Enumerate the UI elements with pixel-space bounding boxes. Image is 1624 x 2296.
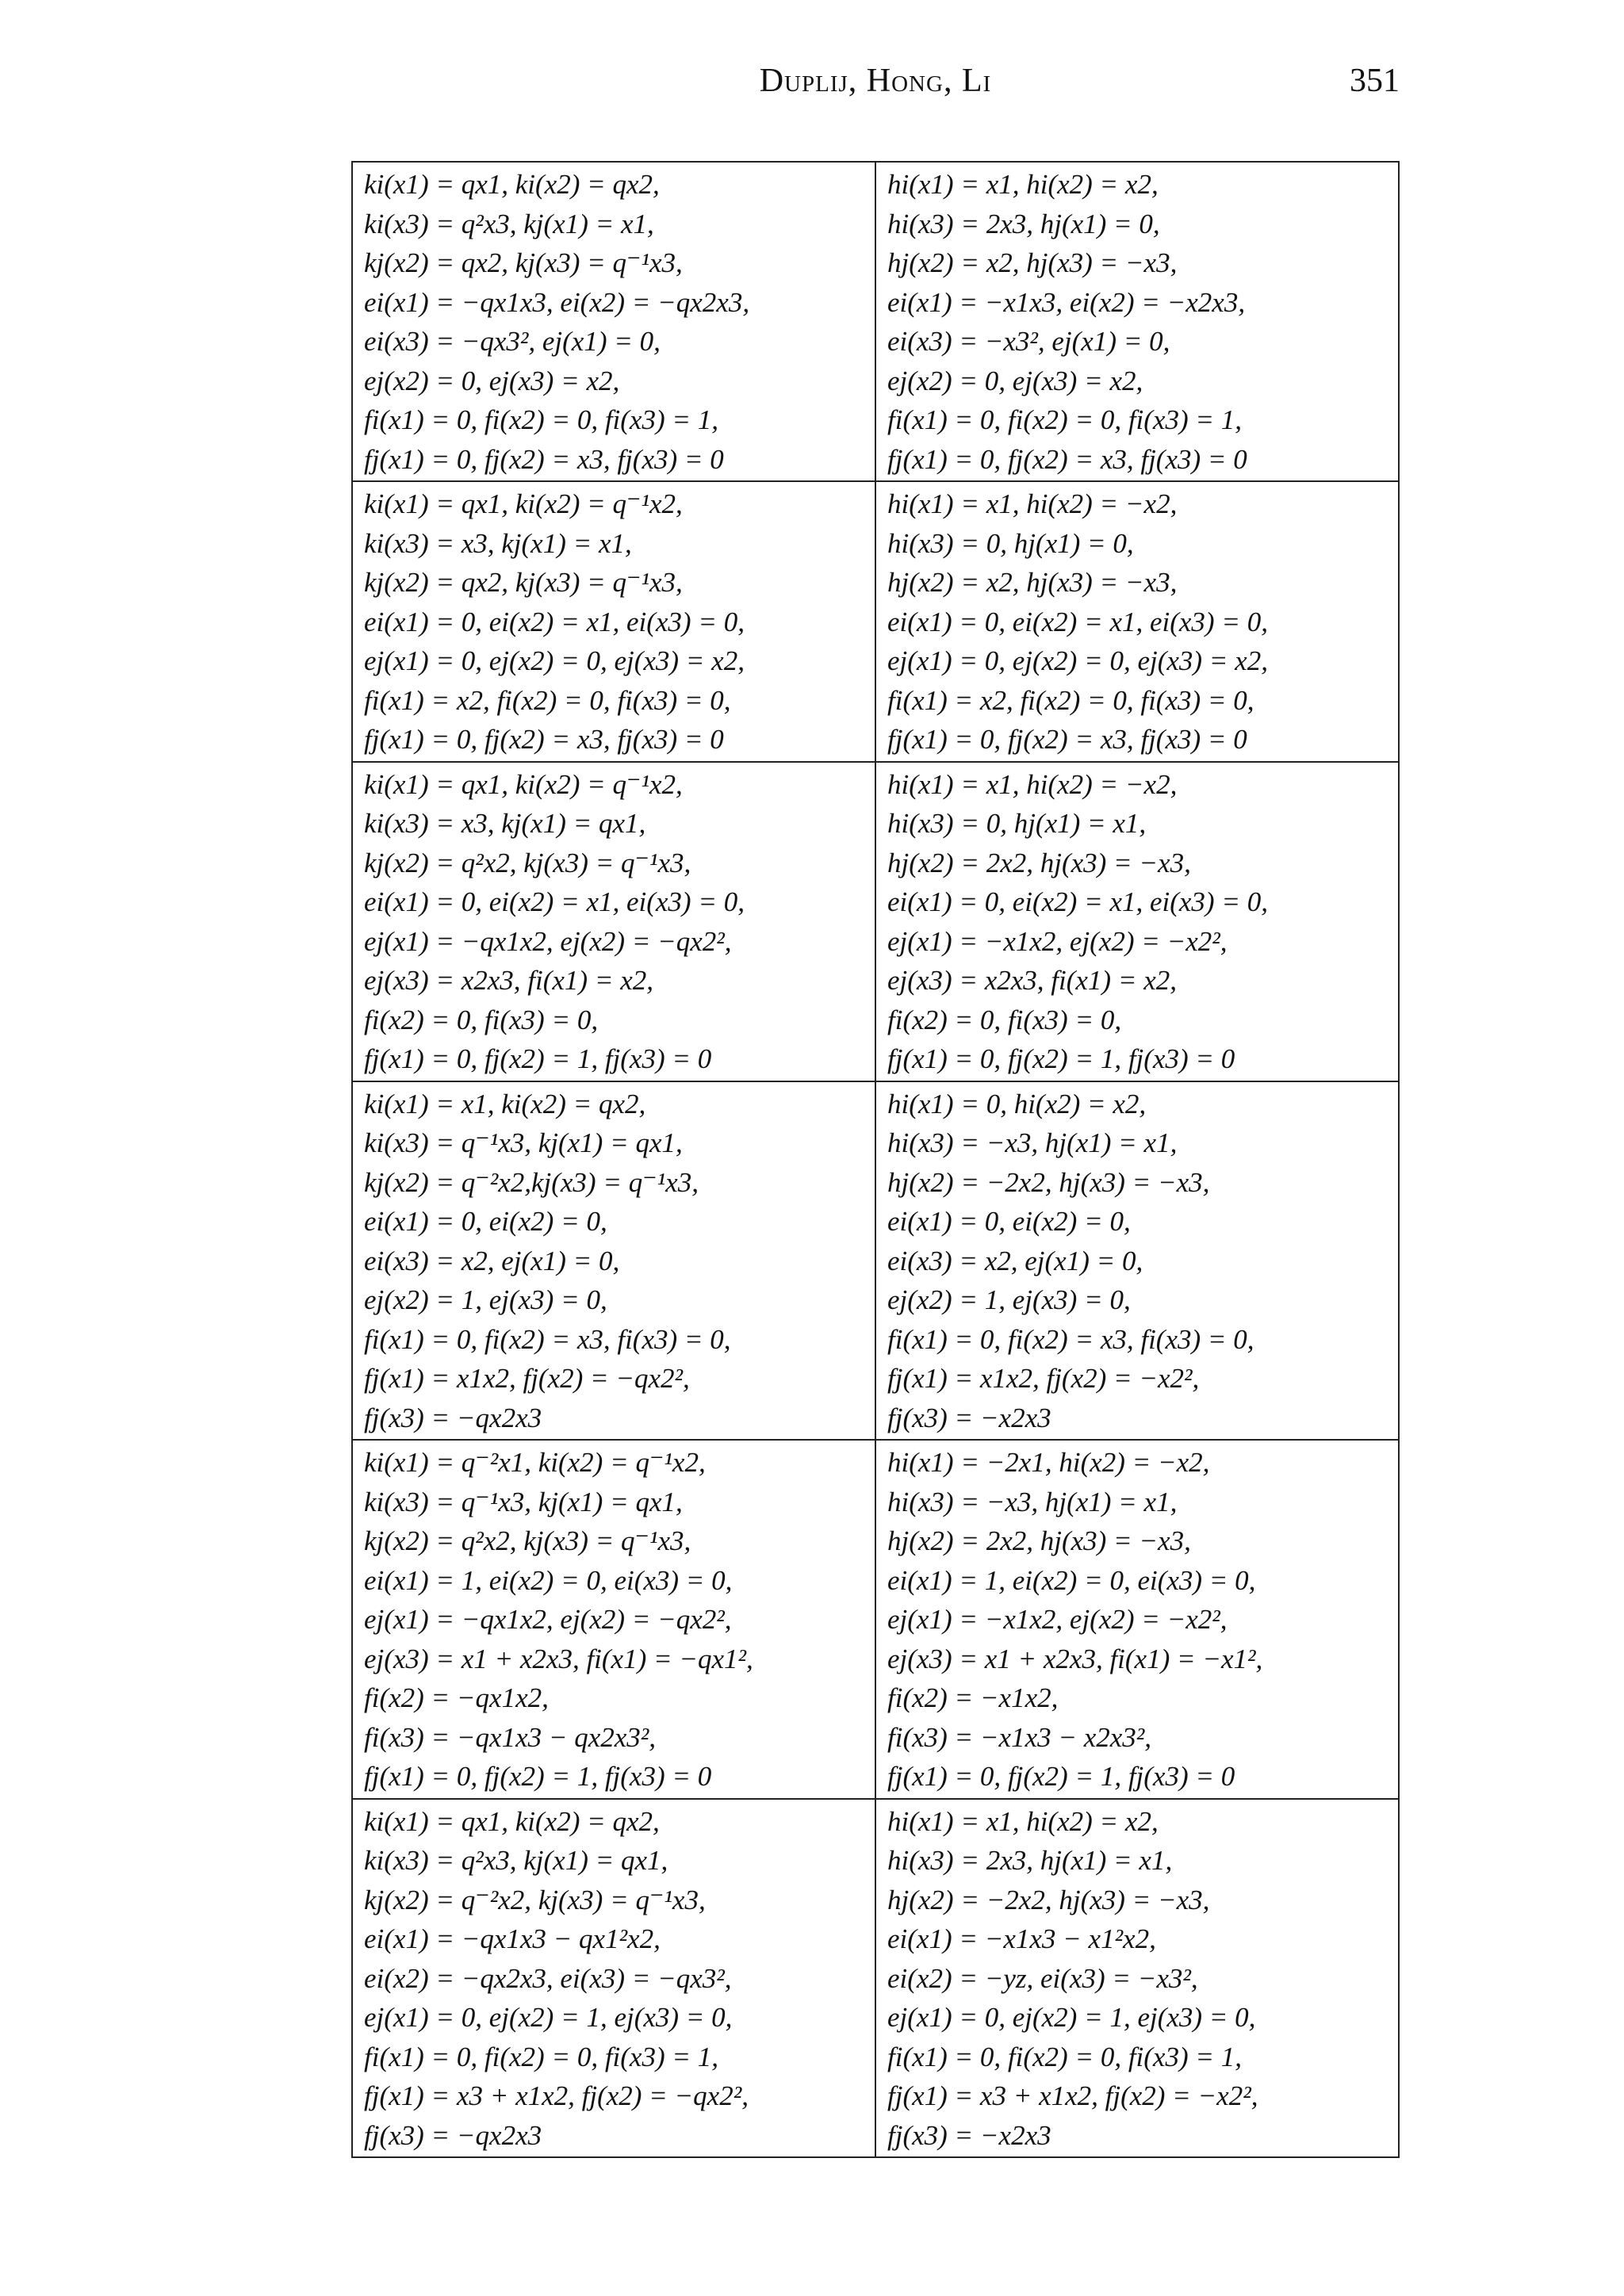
k-formula-cell — [352, 481, 875, 762]
formula-line: hi(x3) = 0, hj(x1) = x1, — [887, 808, 1147, 839]
formula-line: fi(x2) = 0, fi(x3) = 0, — [887, 1004, 1122, 1035]
formula-line: kj(x2) = qx2, kj(x3) = q⁻¹x3, — [364, 567, 683, 598]
formula-line: ki(x1) = qx1, ki(x2) = q⁻¹x2, — [364, 768, 683, 800]
formula-line: ej(x2) = 1, ej(x3) = 0, — [364, 1284, 607, 1315]
formula-line: fj(x1) = x3 + x1x2, fj(x2) = −qx2², — [364, 2080, 749, 2111]
page-number: 351 — [1350, 63, 1400, 99]
k-formula-cell — [352, 1440, 875, 1799]
formula-line: ei(x1) = −x1x3 − x1²x2, — [887, 1923, 1156, 1954]
h-formula-cell — [875, 1440, 1399, 1799]
formula-line: fj(x1) = x1x2, fj(x2) = −qx2², — [364, 1363, 690, 1394]
page-header — [351, 62, 1400, 109]
formula-line: fj(x1) = 0, fj(x2) = 1, fj(x3) = 0 — [887, 1043, 1235, 1074]
formula-line: hi(x1) = x1, hi(x2) = x2, — [887, 1805, 1159, 1837]
formula-line: hj(x2) = −2x2, hj(x3) = −x3, — [887, 1884, 1210, 1915]
formula-line: fj(x3) = −x2x3 — [887, 2119, 1051, 2151]
formula-line: ei(x1) = 0, ei(x2) = x1, ei(x3) = 0, — [887, 606, 1268, 637]
formula-line: hi(x3) = 2x3, hj(x1) = 0, — [887, 208, 1160, 239]
formula-line: ei(x1) = −qx1x3, ei(x2) = −qx2x3, — [364, 286, 750, 318]
formula-line: ei(x1) = −x1x3, ei(x2) = −x2x3, — [887, 286, 1246, 318]
formula-line: fi(x2) = −x1x2, — [887, 1682, 1059, 1713]
table-row — [352, 1440, 1399, 1799]
formula-line: hi(x3) = 0, hj(x1) = 0, — [887, 527, 1134, 559]
table-row — [352, 762, 1399, 1081]
formula-line: ei(x1) = 1, ei(x2) = 0, ei(x3) = 0, — [364, 1564, 733, 1596]
formula-line: ei(x1) = 1, ei(x2) = 0, ei(x3) = 0, — [887, 1564, 1256, 1596]
h-formula-cell — [875, 1081, 1399, 1441]
formula-line: fj(x1) = 0, fj(x2) = x3, fj(x3) = 0 — [887, 724, 1247, 755]
formula-line: ki(x1) = x1, ki(x2) = qx2, — [364, 1088, 646, 1119]
formula-line: ej(x1) = −qx1x2, ej(x2) = −qx2², — [364, 1604, 732, 1635]
formula-line: ei(x1) = 0, ei(x2) = x1, ei(x3) = 0, — [887, 886, 1268, 917]
formula-line: fi(x1) = 0, fi(x2) = 0, fi(x3) = 1, — [887, 2041, 1242, 2072]
formula-line: hj(x2) = −2x2, hj(x3) = −x3, — [887, 1166, 1210, 1198]
formula-line: ki(x3) = x3, kj(x1) = qx1, — [364, 808, 646, 839]
formula-line: fj(x1) = 0, fj(x2) = x3, fj(x3) = 0 — [887, 443, 1247, 475]
formula-line: hj(x2) = 2x2, hj(x3) = −x3, — [887, 847, 1191, 878]
formula-line: ei(x2) = −qx2x3, ei(x3) = −qx3², — [364, 1962, 732, 1994]
formula-line: hi(x1) = −2x1, hi(x2) = −x2, — [887, 1447, 1210, 1478]
formula-line: ej(x1) = −qx1x2, ej(x2) = −qx2², — [364, 925, 732, 957]
formula-line: fi(x2) = 0, fi(x3) = 0, — [364, 1004, 599, 1035]
formula-line: fi(x1) = 0, fi(x2) = x3, fi(x3) = 0, — [364, 1323, 731, 1355]
formula-line: kj(x2) = q²x2, kj(x3) = q⁻¹x3, — [364, 847, 691, 878]
formula-line: ki(x1) = q⁻²x1, ki(x2) = q⁻¹x2, — [364, 1447, 706, 1478]
formula-line: ej(x1) = 0, ej(x2) = 0, ej(x3) = x2, — [364, 645, 745, 676]
formula-table — [351, 161, 1400, 2158]
k-formula-cell — [352, 1799, 875, 2158]
formula-line: hj(x2) = x2, hj(x3) = −x3, — [887, 567, 1178, 598]
formula-line: fj(x3) = −x2x3 — [887, 1402, 1051, 1433]
running-title: Duplij, Hong, Li — [759, 63, 992, 99]
h-formula-cell — [875, 481, 1399, 762]
formula-line: fi(x1) = 0, fi(x2) = 0, fi(x3) = 1, — [364, 404, 718, 435]
formula-line: ki(x3) = q⁻¹x3, kj(x1) = qx1, — [364, 1127, 683, 1158]
formula-line: ej(x2) = 0, ej(x3) = x2, — [887, 365, 1143, 396]
formula-line: ej(x1) = 0, ej(x2) = 1, ej(x3) = 0, — [364, 2002, 733, 2033]
formula-line: ej(x3) = x2x3, fi(x1) = x2, — [887, 965, 1177, 996]
table-row — [352, 1081, 1399, 1441]
h-formula-cell — [875, 162, 1399, 481]
k-formula-cell — [352, 762, 875, 1081]
formula-line: ej(x1) = 0, ej(x2) = 0, ej(x3) = x2, — [887, 645, 1268, 676]
formula-line: ej(x2) = 1, ej(x3) = 0, — [887, 1284, 1131, 1315]
formula-line: fi(x1) = x2, fi(x2) = 0, fi(x3) = 0, — [887, 684, 1254, 716]
formula-line: fi(x1) = 0, fi(x2) = 0, fi(x3) = 1, — [364, 2041, 718, 2072]
formula-line: fj(x3) = −qx2x3 — [364, 1402, 542, 1433]
formula-line: ei(x3) = x2, ej(x1) = 0, — [887, 1245, 1143, 1276]
formula-table-body — [352, 162, 1399, 2157]
formula-line: fj(x1) = 0, fj(x2) = 1, fj(x3) = 0 — [887, 1761, 1235, 1792]
formula-line: kj(x2) = qx2, kj(x3) = q⁻¹x3, — [364, 247, 683, 278]
formula-line: kj(x2) = q²x2, kj(x3) = q⁻¹x3, — [364, 1525, 691, 1556]
formula-line: ei(x1) = 0, ei(x2) = x1, ei(x3) = 0, — [364, 886, 745, 917]
formula-line: ej(x3) = x2x3, fi(x1) = x2, — [364, 965, 653, 996]
formula-line: hi(x1) = x1, hi(x2) = −x2, — [887, 768, 1178, 800]
formula-line: ki(x3) = q²x3, kj(x1) = x1, — [364, 208, 654, 239]
formula-line: hj(x2) = 2x2, hj(x3) = −x3, — [887, 1525, 1191, 1556]
formula-line: ei(x1) = −qx1x3 − qx1²x2, — [364, 1923, 661, 1954]
formula-line: fj(x1) = x3 + x1x2, fj(x2) = −x2², — [887, 2080, 1258, 2111]
k-formula-cell — [352, 162, 875, 481]
formula-line: fi(x1) = 0, fi(x2) = x3, fi(x3) = 0, — [887, 1323, 1254, 1355]
formula-line: ej(x2) = 0, ej(x3) = x2, — [364, 365, 620, 396]
formula-line: ki(x3) = q⁻¹x3, kj(x1) = qx1, — [364, 1486, 683, 1517]
formula-line: ki(x3) = x3, kj(x1) = x1, — [364, 527, 632, 559]
formula-line: fi(x1) = 0, fi(x2) = 0, fi(x3) = 1, — [887, 404, 1242, 435]
formula-line: ki(x1) = qx1, ki(x2) = qx2, — [364, 169, 660, 200]
formula-line: hi(x1) = x1, hi(x2) = x2, — [887, 169, 1159, 200]
formula-line: fi(x3) = −qx1x3 − qx2x3², — [364, 1721, 657, 1753]
table-row — [352, 162, 1399, 481]
formula-line: hi(x1) = 0, hi(x2) = x2, — [887, 1088, 1147, 1119]
formula-line: hi(x3) = −x3, hj(x1) = x1, — [887, 1486, 1178, 1517]
formula-line: hi(x3) = −x3, hj(x1) = x1, — [887, 1127, 1178, 1158]
formula-line: ej(x3) = x1 + x2x3, fi(x1) = −qx1², — [364, 1643, 753, 1674]
formula-line: fi(x3) = −x1x3 − x2x3², — [887, 1721, 1152, 1753]
formula-line: ki(x1) = qx1, ki(x2) = qx2, — [364, 1805, 660, 1837]
formula-line: ei(x1) = 0, ei(x2) = x1, ei(x3) = 0, — [364, 606, 745, 637]
formula-line: fi(x1) = x2, fi(x2) = 0, fi(x3) = 0, — [364, 684, 731, 716]
formula-line: hi(x1) = x1, hi(x2) = −x2, — [887, 488, 1178, 519]
formula-line: ei(x1) = 0, ei(x2) = 0, — [887, 1206, 1131, 1237]
formula-line: ei(x3) = −x3², ej(x1) = 0, — [887, 326, 1170, 357]
formula-line: fj(x1) = 0, fj(x2) = x3, fj(x3) = 0 — [364, 443, 724, 475]
formula-line: ej(x1) = −x1x2, ej(x2) = −x2², — [887, 925, 1228, 957]
formula-line: ki(x1) = qx1, ki(x2) = q⁻¹x2, — [364, 488, 683, 519]
formula-line: ei(x1) = 0, ei(x2) = 0, — [364, 1206, 607, 1237]
h-formula-cell — [875, 762, 1399, 1081]
table-row — [352, 481, 1399, 762]
table-row — [352, 1799, 1399, 2158]
formula-line: fj(x1) = 0, fj(x2) = 1, fj(x3) = 0 — [364, 1043, 712, 1074]
formula-line: fj(x1) = x1x2, fj(x2) = −x2², — [887, 1363, 1200, 1394]
formula-line: ki(x3) = q²x3, kj(x1) = qx1, — [364, 1845, 668, 1876]
h-formula-cell — [875, 1799, 1399, 2158]
formula-line: ej(x1) = 0, ej(x2) = 1, ej(x3) = 0, — [887, 2002, 1256, 2033]
formula-line: hi(x3) = 2x3, hj(x1) = x1, — [887, 1845, 1173, 1876]
formula-line: kj(x2) = q⁻²x2,kj(x3) = q⁻¹x3, — [364, 1166, 699, 1198]
formula-line: kj(x2) = q⁻²x2, kj(x3) = q⁻¹x3, — [364, 1884, 706, 1915]
formula-line: fi(x2) = −qx1x2, — [364, 1682, 549, 1713]
k-formula-cell — [352, 1081, 875, 1441]
formula-line: ei(x3) = x2, ej(x1) = 0, — [364, 1245, 620, 1276]
formula-line: fj(x1) = 0, fj(x2) = x3, fj(x3) = 0 — [364, 724, 724, 755]
formula-line: ei(x3) = −qx3², ej(x1) = 0, — [364, 326, 661, 357]
formula-line: hj(x2) = x2, hj(x3) = −x3, — [887, 247, 1178, 278]
formula-line: fj(x3) = −qx2x3 — [364, 2119, 542, 2151]
formula-line: ej(x1) = −x1x2, ej(x2) = −x2², — [887, 1604, 1228, 1635]
formula-line: fj(x1) = 0, fj(x2) = 1, fj(x3) = 0 — [364, 1761, 712, 1792]
formula-line: ei(x2) = −yz, ei(x3) = −x3², — [887, 1962, 1198, 1994]
formula-line: ej(x3) = x1 + x2x3, fi(x1) = −x1², — [887, 1643, 1263, 1674]
